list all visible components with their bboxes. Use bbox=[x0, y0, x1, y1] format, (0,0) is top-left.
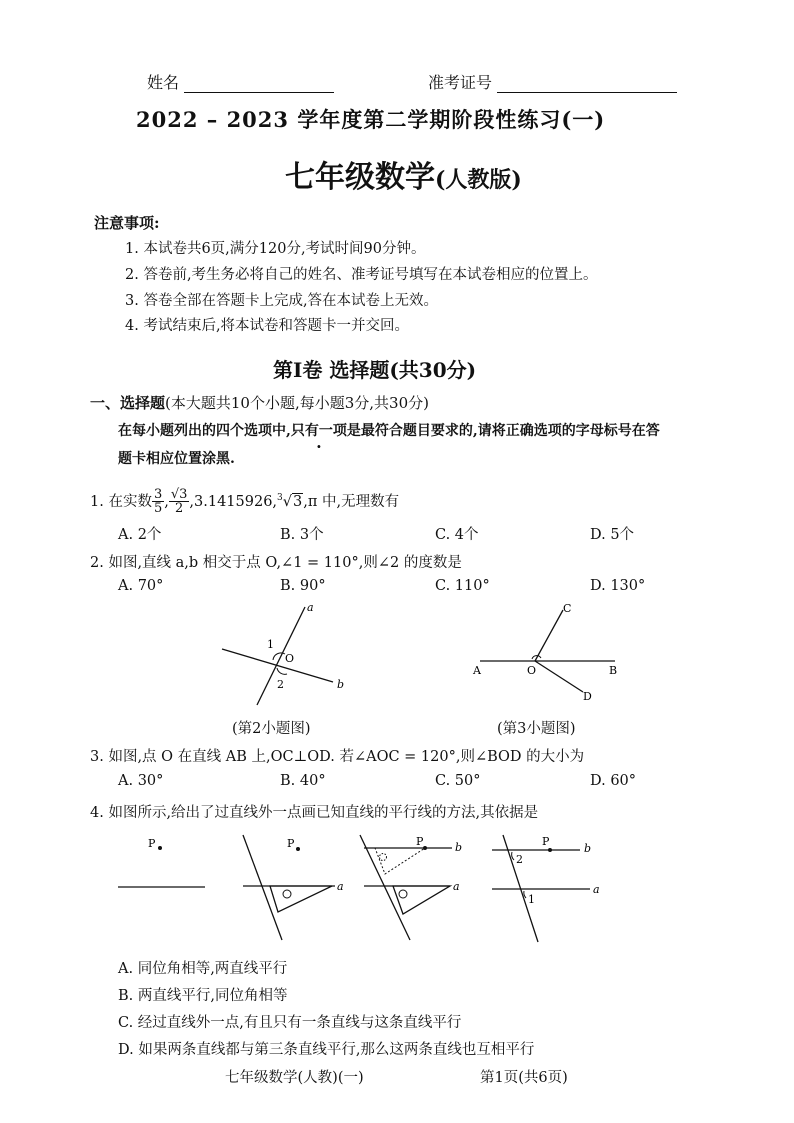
q3-option-b[interactable]: B. 40° bbox=[280, 773, 326, 789]
subject-title-main: 七年级数学 bbox=[285, 160, 435, 195]
q4-p4-label-2: 2 bbox=[516, 853, 523, 866]
q4-panel-1 bbox=[118, 837, 205, 887]
q1-option-d[interactable]: D. 5个 bbox=[590, 527, 635, 543]
section-heading-bold: 一、选择题 bbox=[90, 394, 166, 412]
q2-label-a: a bbox=[307, 602, 314, 614]
q4-p2-label-a: a bbox=[337, 880, 344, 893]
part-title: 第Ⅰ卷 选择题(共30分) bbox=[273, 358, 477, 382]
q3-caption: (第3小题图) bbox=[497, 721, 576, 737]
q4-p4-label-1: 1 bbox=[528, 893, 535, 906]
q3-figure bbox=[465, 600, 635, 705]
footer-subject: 七年级数学(人教)(一) bbox=[225, 1070, 364, 1086]
q4-panel-4 bbox=[492, 835, 600, 942]
q4-p3-label-p: P bbox=[416, 835, 424, 848]
q1-cbrt-index: 3 bbox=[277, 493, 283, 503]
q4-p2-label-p: P bbox=[287, 837, 295, 850]
section-heading-rest: (本大题共10个小题,每小题3分,共30分) bbox=[165, 394, 429, 412]
note-item: 4. 考试结束后,将本试卷和答题卡一并交回。 bbox=[125, 318, 410, 334]
q4-p4-label-b: b bbox=[584, 842, 592, 855]
q3-label-o: O bbox=[527, 664, 537, 677]
instr-emphasis: 只有一项 bbox=[290, 423, 347, 439]
q4-p2-point bbox=[296, 847, 300, 851]
note-item: 2. 答卷前,考生务必将自己的姓名、准考证号填写在本试卷相应的位置上。 bbox=[125, 267, 598, 283]
q2-stem: 2. 如图,直线 a,b 相交于点 O,∠1 = 110°,则∠2 的度数是 bbox=[90, 555, 462, 571]
q2-figure bbox=[215, 602, 350, 707]
instr-part-a: 在每小题列出的四个选项中, bbox=[118, 423, 291, 439]
q4-p2-ruler bbox=[243, 835, 282, 940]
q4-option-c[interactable]: C. 经过直线外一点,有且只有一条直线与这条直线平行 bbox=[118, 1015, 462, 1031]
q1-frac2-numerator: √3 bbox=[170, 487, 188, 503]
q4-stem: 4. 如图所示,给出了过直线外一点画已知直线的平行线的方法,其依据是 bbox=[90, 805, 539, 821]
q1-cbrt-radicand: 3 bbox=[293, 493, 303, 510]
q2-option-b[interactable]: B. 90° bbox=[280, 578, 326, 594]
section-instructions-line2: 题卡相应位置涂黑. bbox=[118, 451, 235, 467]
q3-option-c[interactable]: C. 50° bbox=[435, 773, 481, 789]
name-label: 姓名 bbox=[147, 73, 180, 92]
notes-heading: 注意事项: bbox=[94, 214, 160, 232]
exam-title: 2022 – 2023 学年度第二学期阶段性练习(一) bbox=[136, 107, 606, 132]
q3-label-d: D bbox=[583, 690, 592, 703]
q1-suffix: ,π 中,无理数有 bbox=[303, 493, 400, 510]
q4-p4-angle1-arc bbox=[524, 891, 526, 898]
subject-title-edition: (人教版) bbox=[435, 167, 522, 193]
q1-mid: ,3.1415926, bbox=[189, 493, 278, 510]
q4-panel-3 bbox=[360, 835, 462, 940]
exam-id-label: 准考证号 bbox=[428, 73, 493, 92]
q1-option-c[interactable]: C. 4个 bbox=[435, 527, 479, 543]
q4-p3-triangle-moved bbox=[375, 848, 425, 874]
q4-p3-moved-hole bbox=[380, 854, 387, 861]
q3-stem: 3. 如图,点 O 在直线 AB 上,OC⊥OD. 若∠AOC = 120°,则∠BOD 的大小为 bbox=[90, 749, 585, 765]
q1-frac1-numerator: 3 bbox=[153, 487, 163, 503]
q2-option-d[interactable]: D. 130° bbox=[590, 578, 646, 594]
q2-option-c[interactable]: C. 110° bbox=[435, 578, 490, 594]
q1-option-a[interactable]: A. 2个 bbox=[118, 527, 162, 543]
q2-label-2: 2 bbox=[277, 678, 284, 691]
q4-p4-label-p: P bbox=[542, 835, 550, 848]
q3-ray-oc bbox=[535, 610, 563, 661]
section-heading bbox=[90, 392, 429, 413]
subject-title bbox=[285, 152, 522, 196]
q4-p3-label-a: a bbox=[453, 880, 460, 893]
q3-label-a: A bbox=[473, 664, 481, 677]
q1-frac1-denominator: 5 bbox=[153, 501, 163, 517]
name-blank bbox=[184, 76, 334, 93]
q4-p1-point bbox=[158, 846, 162, 850]
q4-panel-2 bbox=[243, 835, 344, 940]
q2-option-a[interactable]: A. 70° bbox=[118, 578, 164, 594]
footer-page-number: 第1页(共6页) bbox=[480, 1070, 568, 1086]
q4-p2-triangle bbox=[270, 886, 332, 912]
q3-option-a[interactable]: A. 30° bbox=[118, 773, 164, 789]
note-item: 3. 答卷全部在答题卡上完成,答在本试卷上无效。 bbox=[125, 293, 439, 309]
q3-label-c: C bbox=[563, 602, 572, 615]
q4-p2-triangle-hole bbox=[283, 890, 291, 898]
q4-p3-triangle-hole bbox=[399, 890, 407, 898]
section-instructions bbox=[118, 420, 660, 440]
q2-label-o: O bbox=[285, 652, 295, 665]
q1-fraction-2 bbox=[169, 488, 190, 515]
q2-caption: (第2小题图) bbox=[232, 721, 311, 737]
q1-stem: 1. 在实数 $\frac{3}{5}$ , $\frac{√3}{2}$ ,3.1415926,$^3$√3,π 中,无理数有 bbox=[90, 487, 400, 517]
q1-frac2-denominator: 2 bbox=[174, 501, 184, 517]
q1-option-b[interactable]: B. 3个 bbox=[280, 527, 324, 543]
q4-option-b[interactable]: B. 两直线平行,同位角相等 bbox=[118, 988, 288, 1004]
q3-option-d[interactable]: D. 60° bbox=[590, 773, 637, 789]
q1-prefix: 1. 在实数 bbox=[90, 493, 152, 510]
instr-part-b: 是最符合题目要求的,请将正确选项的字母标号在答 bbox=[346, 423, 660, 439]
q1-fraction-1 bbox=[152, 488, 164, 515]
note-item: 1. 本试卷共6页,满分120分,考试时间90分钟。 bbox=[125, 241, 426, 257]
q2-label-b: b bbox=[337, 678, 345, 691]
q2-label-1: 1 bbox=[267, 638, 274, 651]
q2-angle2-arc bbox=[277, 668, 287, 674]
q4-p1-label-p: P bbox=[148, 837, 156, 850]
q4-p4-label-a: a bbox=[593, 883, 600, 896]
name-field bbox=[147, 70, 334, 93]
q4-p3-label-b: b bbox=[455, 841, 463, 854]
q4-option-a[interactable]: A. 同位角相等,两直线平行 bbox=[118, 961, 288, 977]
exam-id-blank bbox=[497, 76, 677, 93]
q3-ray-od bbox=[535, 661, 583, 692]
q4-p4-angle2-arc bbox=[512, 852, 514, 860]
q4-p3-ruler bbox=[360, 835, 410, 940]
q3-label-b: B bbox=[609, 664, 618, 677]
exam-id-field bbox=[428, 70, 677, 93]
q4-figure bbox=[110, 830, 610, 945]
q4-option-d[interactable]: D. 如果两条直线都与第三条直线平行,那么这两条直线也互相平行 bbox=[118, 1042, 535, 1058]
